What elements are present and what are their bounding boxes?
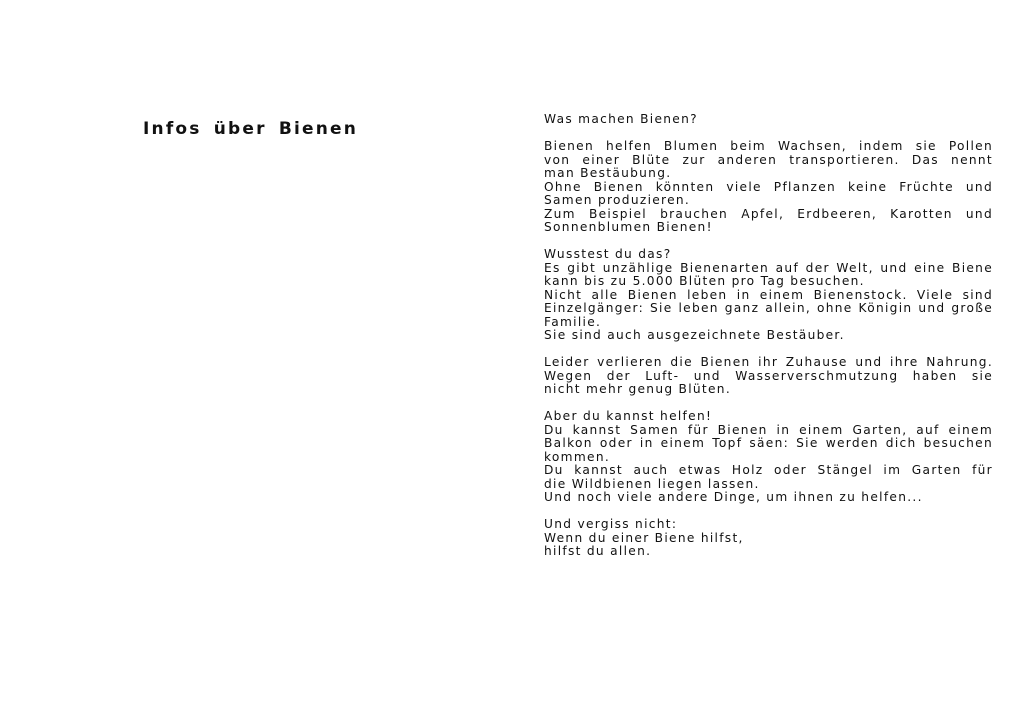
text-line: Wenn du einer Biene hilfst,: [544, 530, 744, 545]
text-line: nicht mehr genug Blüten.: [544, 382, 732, 396]
text-line: Du kannst Samen für Bienen in einem Garten, auf einem: [544, 423, 993, 437]
text-line: Du kannst auch etwas Holz oder Stängel im Garten für: [544, 464, 993, 477]
section-did-you-know: [544, 248, 993, 343]
text-line: Es gibt unzählige Bienenarten auf der Welt, und eine Biene: [544, 261, 993, 275]
text-line: Sie sind auch ausgezeichnete Bestäuber.: [544, 328, 845, 342]
text-line: Nicht alle Bienen leben in einem Bienenstock. Viele sind: [544, 288, 993, 302]
text-line: hilfst du allen.: [544, 544, 652, 558]
text-line: Bienen helfen Blumen beim Wachsen, indem sie Pollen: [544, 140, 993, 153]
section-what-bees-do: [544, 113, 993, 235]
section-you-can-help: [544, 410, 993, 505]
section-heading: Aber du kannst helfen!: [544, 409, 713, 423]
text-line: Wegen der Luft- und Wasserverschmutzung haben sie: [544, 369, 993, 383]
text-line: man Bestäubung.: [544, 166, 672, 180]
section-heading: Was machen Bienen?: [544, 112, 698, 126]
page-title: Infos über Bienen: [143, 119, 359, 139]
text-line: Und noch viele andere Dinge, um ihnen zu helfen...: [544, 490, 923, 504]
text-line: Einzelgänger: Sie leben ganz allein, ohne Königin und große: [544, 302, 993, 315]
text-line: Familie.: [544, 314, 602, 329]
text-line: die Wildbienen liegen lassen.: [544, 476, 760, 491]
text-line: Ohne Bienen könnten viele Pflanzen keine Früchte und: [544, 180, 993, 194]
text-line: von einer Blüte zur anderen transportieren. Das nennt: [544, 153, 993, 167]
text-line: Leider verlieren die Bienen ihr Zuhause und ihre Nahrung.: [544, 356, 993, 369]
section-heading: Wusstest du das?: [544, 247, 672, 261]
section-threats: [544, 356, 993, 397]
text-line: kann bis zu 5.000 Blüten pro Tag besuchen.: [544, 274, 865, 288]
blank-line: [544, 127, 993, 141]
text-line: Balkon oder in einem Topf säen: Sie werden dich besuchen: [544, 437, 993, 450]
text-line: Samen produzieren.: [544, 193, 691, 207]
text-line: Und vergiss nicht:: [544, 517, 678, 531]
text-line: Zum Beispiel brauchen Äpfel, Erdbeeren, Karotten und: [544, 207, 993, 221]
content-column: [544, 113, 993, 572]
section-closing: [544, 518, 993, 559]
text-line: kommen.: [544, 449, 611, 464]
text-line: Sonnenblumen Bienen!: [544, 220, 713, 234]
